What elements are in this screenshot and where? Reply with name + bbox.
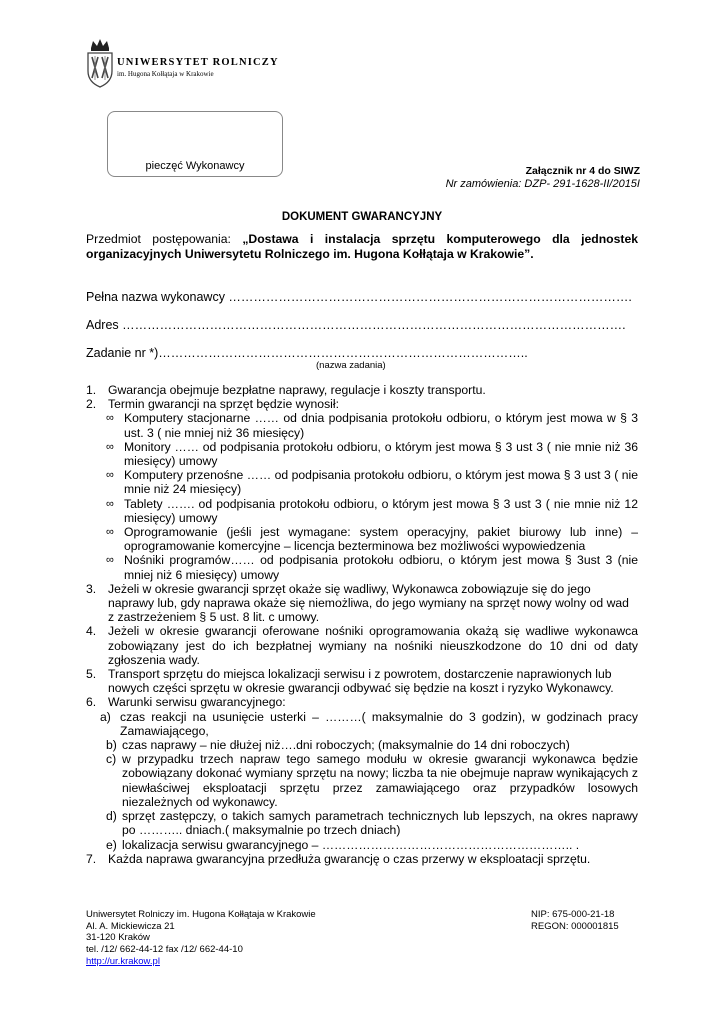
warranty-clauses: [86, 383, 638, 866]
address-field: Adres ………………………………………………………………………………………………………….: [86, 318, 626, 332]
list-item: [86, 397, 638, 411]
clause-text: Termin gwarancji na sprzęt będzie wynosił:: [108, 397, 339, 412]
warranty-terms-list: [86, 411, 638, 581]
service-terms-list: [86, 710, 638, 852]
list-item: d) sprzęt zastępczy, o takich samych parametrach technicznych lub lepszych, na okres naprawy po ……….. dniach.( maksymalnie po trzech dniach): [106, 809, 638, 838]
contractor-name-field: Pełna nazwa wykonawcy …………………………………………………………………………………….: [86, 290, 632, 304]
list-item: [86, 624, 638, 667]
task-number-field: Zadanie nr *)……………………………………………………………………………..: [86, 346, 528, 360]
list-item: [86, 582, 638, 625]
sub-letter: a): [100, 709, 111, 724]
infinity-bullet-icon: ∞: [106, 526, 114, 539]
list-item: ∞ Tablety ……. od podpisania protokołu odbioru, o którym jest mowa § 3 ust 3 ( nie mnie niż 12 miesięcy) umowy: [106, 496, 638, 525]
list-item: [86, 667, 638, 695]
clause-number: 4.: [86, 624, 97, 639]
subject-title: „Dostawa i instalacja sprzętu komputerowego dla jednostek organizacyjnych Uniwersytetu Rolniczego im. Hugona Kołłątaja w Krakowie”.: [86, 232, 639, 261]
infinity-bullet-icon: ∞: [106, 497, 114, 510]
clause-number: 3.: [86, 581, 97, 596]
clause-text: Gwarancja obejmuje bezpłatne naprawy, regulacje i koszty transportu.: [108, 383, 486, 397]
university-name: UNIWERSYTET ROLNICZY: [117, 57, 279, 68]
list-item: [86, 852, 638, 866]
attachment-label: Załącznik nr 4 do SIWZ: [525, 165, 640, 177]
document-title: DOKUMENT GWARANCYJNY: [281, 211, 443, 223]
list-item: [86, 383, 638, 397]
clause-number: 1.: [86, 383, 97, 397]
footer-line: Al. A. Mickiewicza 21: [86, 920, 175, 932]
infinity-bullet-icon: ∞: [106, 554, 114, 567]
clause-text: Transport sprzętu do miejsca lokalizacji serwisu i z powrotem, dostarczenie naprawionych lub nowych części sprzętu w okresie gwarancji odbywać się będzie na koszt i ryzyko Wykonawcy.: [108, 667, 614, 696]
footer-line: tel. /12/ 662-44-12 fax /12/ 662-44-10: [86, 944, 243, 956]
infinity-bullet-icon: ∞: [106, 412, 114, 425]
procurement-subject: [86, 232, 638, 261]
sub-letter: b): [106, 738, 117, 753]
list-item: e) lokalizacja serwisu gwarancyjnego – …………………………………………………….. .: [106, 837, 580, 852]
clause-text: Jeżeli w okresie gwarancji sprzęt okaże się wadliwy, Wykonawca zobowiązuje się do jego naprawy lub, gdy naprawa okaże się niemożliwa, do jego wymiany na sprzęt nowy wolny od wad z zastrzeżeniem § 5 ust. 8 lit. c umowy.: [108, 581, 629, 625]
sub-letter: c): [106, 752, 117, 767]
order-number: Nr zamówienia: DZP- 291-1628-II/2015I: [445, 178, 640, 190]
clause-text: Każda naprawa gwarancyjna przedłuża gwarancję o czas przerwy w eksploatacji sprzętu.: [108, 851, 591, 866]
website-link[interactable]: http://ur.krakow.pl: [86, 955, 160, 967]
list-item: [86, 695, 638, 709]
sub-letter: e): [106, 837, 117, 852]
infinity-bullet-icon: ∞: [106, 440, 114, 453]
footer-ids: [531, 909, 619, 932]
footer-line: Uniwersytet Rolniczy im. Hugona Kołłątaja w Krakowie: [86, 909, 316, 920]
list-item: ∞ Monitory …… od podpisania protokołu odbioru, o którym jest mowa § 3 ust 3 ( nie mnie niż 36 miesięcy) umowy: [106, 439, 638, 469]
nip-number: NIP: 675-000-21-18: [531, 909, 615, 920]
infinity-bullet-icon: ∞: [106, 469, 114, 482]
stamp-label: pieczęć Wykonawcy: [145, 160, 245, 172]
list-item: c) w przypadku trzech napraw tego samego modułu w okresie gwarancji wykonawca będzie zobowiązany dokonać wymiany sprzętu na nowy; liczba ta nie obejmuje napraw wynikających z niewłaściwej eksploatacji sprzętu przez zamawiającego oraz przypadków losowych niezależnych od wykonawcy.: [106, 752, 638, 809]
task-name-caption: (nazwa zadania): [316, 360, 386, 371]
subject-prefix: Przedmiot postępowania:: [86, 232, 243, 246]
clause-number: 5.: [86, 667, 97, 682]
crest-icon: [84, 38, 116, 88]
clause-number: 7.: [86, 851, 97, 866]
list-item: a) czas reakcji na usunięcie usterki – ………( maksymalnie do 3 godzin), w godzinach pracy Zamawiającego,: [100, 709, 638, 738]
list-item: ∞ Oprogramowanie (jeśli jest wymagane: system operacyjny, pakiet biurowy lub inne) – oprogramowanie komercyjne – licencja bezterminowa bez możliwości wypowiedzenia: [106, 525, 638, 554]
list-item: ∞ Nośniki programów…… od podpisania protokołu odbioru, o którym jest mowa § 3ust 3 (nie mniej niż 6 miesięcy) umowy: [106, 553, 638, 582]
clause-text: Jeżeli w okresie gwarancji oferowane nośniki oprogramowania okażą się wadliwe wykonawca zobowiązany jest do ich bezpłatnej wymiany na nośniki nieuszkodzone do 10 dni od daty zgłoszenia wady.: [108, 624, 638, 667]
list-item: ∞ Komputery stacjonarne …… od dnia podpisania protokołu odbioru, o którym jest mowa w § 3 ust. 3 ( nie mniej niż 36 miesięcy): [106, 411, 638, 440]
footer-line: 31-120 Kraków: [86, 932, 150, 944]
list-item: b) czas naprawy – nie dłużej niż….dni roboczych; (maksymalnie do 14 dni roboczych): [106, 738, 570, 753]
clause-number: 2.: [86, 397, 97, 412]
clause-text: Warunki serwisu gwarancyjnego:: [108, 695, 286, 710]
sub-letter: d): [106, 809, 117, 824]
list-item: ∞ Komputery przenośne …… od podpisania protokołu odbioru, o którym jest mowa § 3 ust 3 ( nie mnie niż 24 miesięcy): [106, 468, 638, 497]
clause-number: 6.: [86, 695, 97, 710]
university-subtitle: im. Hugona Kołłątaja w Krakowie: [117, 70, 214, 78]
footer-address: [86, 909, 316, 968]
regon-number: REGON: 000001815: [531, 920, 619, 932]
